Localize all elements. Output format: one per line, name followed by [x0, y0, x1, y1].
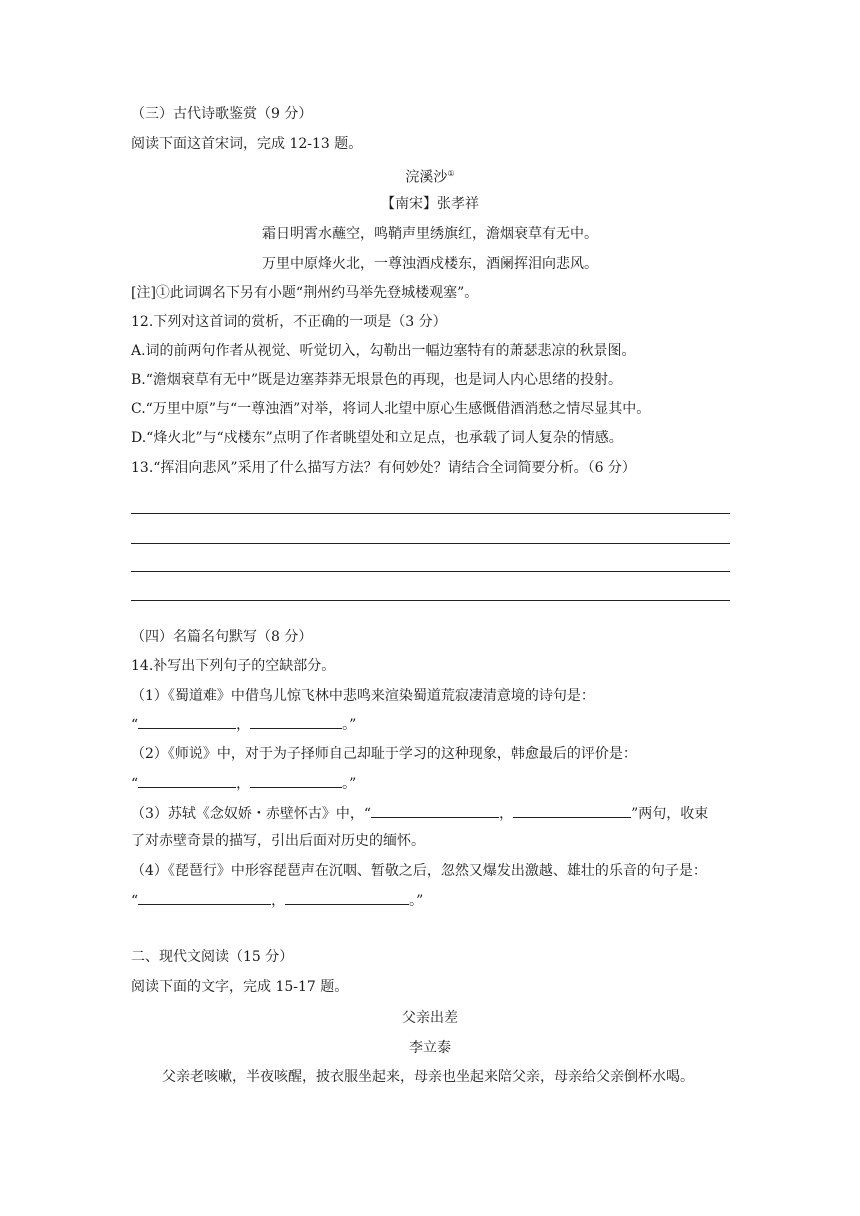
poem-title: [0, 164, 860, 188]
question-12-option-a: A.词的前两句作者从视觉、听觉切入，勾勒出一幅边塞特有的萧瑟悲凉的秋景图。: [131, 343, 636, 359]
poem-footnote: [注]①此词调名下另有小题“荆州约马举先登城楼观塞”。: [131, 285, 479, 301]
poem-line-2: 万里中原烽火北，一尊浊酒戍楼东，酒阑挥泪向悲风。: [262, 256, 598, 272]
answer-line-1: [131, 513, 730, 514]
story-author: 李立泰: [409, 1040, 451, 1056]
question-14-item-1-blanks: “ ， 。”: [131, 713, 356, 735]
answer-line-3: [131, 571, 730, 572]
poem-author: 【南宋】张孝祥: [381, 196, 479, 212]
question-14-item-4: （4）《琵琶行》中形容琵琶声在沉咽、暂敬之后，忽然又爆发出激越、雄壮的乐音的句子是：: [131, 863, 707, 879]
answer-line-2: [131, 543, 730, 544]
fill-blank[interactable]: [138, 713, 236, 729]
section4-heading: （四）名篇名句默写（8 分）: [131, 629, 313, 645]
fill-blank[interactable]: [371, 802, 499, 818]
section3-instruction: 阅读下面这首宋词，完成 12-13 题。: [131, 136, 363, 152]
question-12-stem: 12.下列对这首词的赏析，不正确的一项是（3 分）: [131, 314, 447, 330]
poem-line-1: 霜日明霄水蘸空，鸣鞘声里绣旗红，澹烟衰草有无中。: [262, 226, 598, 242]
answer-line-4: [131, 600, 730, 601]
story-paragraph-1: 父亲老咳嗽，半夜咳醒，披衣服坐起来，母亲也坐起来陪父亲，母亲给父亲倒杯水喝。: [162, 1069, 694, 1085]
fill-blank[interactable]: [138, 772, 236, 788]
question-13-stem: 13.“挥泪向悲风”采用了什么描写方法？有何妙处？请结合全词简要分析。（6 分）: [131, 460, 636, 476]
question-14-item-3-cont: 了对赤壁奇景的描写，引出后面对历史的缅怀。: [131, 833, 425, 849]
poem-title-text: 浣溪沙: [405, 169, 448, 186]
part2-instruction: 阅读下面的文字，完成 15-17 题。: [131, 979, 349, 995]
fill-blank[interactable]: [138, 889, 271, 905]
question-14-stem: 14.补写出下列句子的空缺部分。: [131, 658, 336, 674]
question-14-item-2-blanks: “ ， 。”: [131, 772, 356, 794]
question-14-item-3: （3）苏轼《念奴娇・赤壁怀古》中，“ ， ”两句，收束: [131, 802, 708, 824]
question-12-option-b: B.“澹烟衰草有无中”既是边塞莽莽无垠景色的再现，也是词人内心思绪的投射。: [131, 372, 623, 388]
fill-blank[interactable]: [250, 713, 342, 729]
question-14-item-1: （1）《蜀道难》中借鸟儿惊飞林中悲鸣来渲染蜀道荒寂凄清意境的诗句是：: [131, 688, 595, 704]
fill-blank[interactable]: [285, 889, 409, 905]
fill-blank[interactable]: [250, 772, 342, 788]
question-12-option-c: C.“万里中原”与“一尊浊酒”对举，将词人北望中原心生感慨借酒消愁之情尽显其中。: [131, 401, 651, 417]
story-title: 父亲出差: [402, 1010, 458, 1026]
section3-heading: （三）古代诗歌鉴赏（9 分）: [131, 106, 313, 122]
question-14-item-2: （2）《师说》中，对于为子择师自己却耻于学习的这种现象，韩愈最后的评价是：: [131, 746, 637, 762]
fill-blank[interactable]: [513, 802, 631, 818]
poem-note-mark: ①: [447, 169, 455, 178]
question-14-item-4-blanks: “ ， 。”: [131, 889, 423, 911]
part2-heading: 二、现代文阅读（15 分）: [131, 949, 294, 965]
question-12-option-d: D.“烽火北”与“戍楼东”点明了作者眺望处和立足点，也承载了词人复杂的情感。: [131, 430, 623, 446]
